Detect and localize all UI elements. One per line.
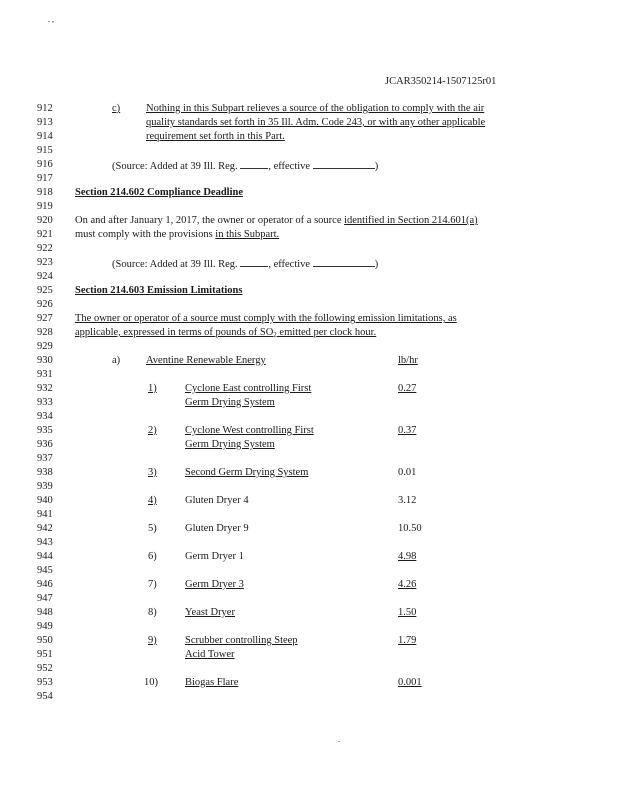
line-number: 933 [37, 397, 53, 408]
line-number: 920 [37, 215, 53, 226]
line-number: 944 [37, 551, 53, 562]
section-603-intro-text: applicable, expressed in terms of pounds of SO [75, 327, 274, 338]
line-number: 930 [37, 355, 53, 366]
row-number: 2) [148, 425, 157, 436]
row-source: Biogas Flare [185, 677, 239, 688]
row-value: 10.50 [398, 523, 422, 534]
blank-line [240, 159, 268, 169]
subscript-2: 2 [273, 331, 277, 339]
line-number: 924 [37, 271, 53, 282]
row-source: Cyclone West controlling First [185, 425, 314, 436]
item-c-label: c) [112, 103, 121, 114]
corner-marks: . , [48, 15, 54, 24]
line-number: 953 [37, 677, 53, 688]
row-value: 0.01 [398, 467, 417, 478]
line-number: 919 [37, 201, 53, 212]
line-number: 932 [37, 383, 53, 394]
line-number: 947 [37, 593, 53, 604]
section-602-body-underlined: in this Subpart. [215, 229, 280, 240]
row-source: Gluten Dryer 9 [185, 523, 249, 534]
row-source-cont: Germ Drying System [185, 439, 275, 450]
line-number: 928 [37, 327, 53, 338]
line-number: 914 [37, 131, 53, 142]
line-number: 950 [37, 635, 53, 646]
section-602-body-underlined: identified in Section 214.601(a) [344, 215, 478, 226]
row-source: Yeast Dryer [185, 607, 235, 618]
row-source-cont: Acid Tower [185, 649, 235, 660]
row-value: 4.26 [398, 579, 417, 590]
line-number: 934 [37, 411, 53, 422]
source-note-prefix: (Source: Added at 39 Ill. Reg. [112, 259, 241, 270]
row-number: 6) [148, 551, 157, 562]
source-note [112, 159, 378, 173]
document-id: JCAR350214-1507125r01 [385, 76, 497, 87]
row-number: 7) [148, 579, 157, 590]
section-602-body-text: must comply with the provisions [75, 229, 216, 240]
line-number: 918 [37, 187, 53, 198]
source-note-suffix: ) [374, 259, 379, 270]
line-number: 939 [37, 481, 53, 492]
section-603-intro-line1: The owner or operator of a source must comply with the following emission limitations, as [75, 313, 457, 324]
row-source: Gluten Dryer 4 [185, 495, 249, 506]
line-number: 916 [37, 159, 53, 170]
section-602-title: Section 214.602 Compliance Deadline [75, 187, 243, 198]
line-number: 954 [37, 691, 53, 702]
section-603-intro-text: emitted per clock hour. [276, 327, 377, 338]
row-value: 0.27 [398, 383, 417, 394]
line-number: 951 [37, 649, 53, 660]
row-number: 8) [148, 607, 157, 618]
row-number: 10) [144, 677, 158, 688]
row-number: 9) [148, 635, 157, 646]
line-number: 937 [37, 453, 53, 464]
row-value: 0.001 [398, 677, 422, 688]
source-note-effective: , effective [268, 259, 313, 270]
source-note [112, 257, 378, 271]
line-number: 946 [37, 579, 53, 590]
section-603-title: Section 214.603 Emission Limitations [75, 285, 243, 296]
line-number: 922 [37, 243, 53, 254]
line-number: 945 [37, 565, 53, 576]
line-number: 925 [37, 285, 53, 296]
source-note-effective: , effective [268, 161, 313, 172]
row-source-cont: Germ Drying System [185, 397, 275, 408]
row-number: 3) [148, 467, 157, 478]
row-source: Cyclone East controlling First [185, 383, 312, 394]
section-602-body-line1 [75, 215, 478, 227]
row-number: 5) [148, 523, 157, 534]
row-source: Second Germ Drying System [185, 467, 309, 478]
line-number: 952 [37, 663, 53, 674]
line-number: 912 [37, 103, 53, 114]
line-number: 923 [37, 257, 53, 268]
item-c-text-line2: quality standards set forth in 35 Ill. Adm. Code 243, or with any other applicable [146, 117, 486, 128]
item-c-text-line1: Nothing in this Subpart relieves a source of the obligation to comply with the air [146, 103, 485, 114]
item-c-text-line3: requirement set forth in this Part. [146, 131, 285, 142]
line-number: 931 [37, 369, 53, 380]
row-source: Germ Dryer 1 [185, 551, 244, 562]
blank-line [313, 257, 375, 267]
row-number: 1) [148, 383, 157, 394]
row-value: 4.98 [398, 551, 417, 562]
section-602-body-text: On and after January 1, 2017, the owner or operator of a source [75, 215, 345, 226]
line-number: 913 [37, 117, 53, 128]
source-note-suffix: ) [374, 161, 379, 172]
footer-mark: . [338, 735, 340, 744]
blank-line [240, 257, 268, 267]
section-602-body-line2 [75, 229, 279, 241]
blank-line [313, 159, 375, 169]
line-number: 927 [37, 313, 53, 324]
line-number: 940 [37, 495, 53, 506]
line-number: 948 [37, 607, 53, 618]
unit-header: lb/hr [398, 355, 418, 366]
line-number: 936 [37, 439, 53, 450]
section-603-intro-line2 [75, 327, 376, 339]
line-number: 943 [37, 537, 53, 548]
line-number: 942 [37, 523, 53, 534]
row-value: 0.37 [398, 425, 417, 436]
line-number: 941 [37, 509, 53, 520]
facility-name: Aventine Renewable Energy [146, 355, 266, 366]
row-source: Scrubber controlling Steep [185, 635, 298, 646]
source-note-prefix: (Source: Added at 39 Ill. Reg. [112, 161, 241, 172]
line-number: 935 [37, 425, 53, 436]
line-number: 938 [37, 467, 53, 478]
line-number: 929 [37, 341, 53, 352]
row-value: 1.79 [398, 635, 417, 646]
line-number: 949 [37, 621, 53, 632]
line-number: 921 [37, 229, 53, 240]
row-number: 4) [148, 495, 157, 506]
table-item-label: a) [112, 355, 121, 366]
row-value: 3.12 [398, 495, 417, 506]
row-source: Germ Dryer 3 [185, 579, 244, 590]
line-number: 926 [37, 299, 53, 310]
line-number: 917 [37, 173, 53, 184]
row-value: 1.50 [398, 607, 417, 618]
line-number: 915 [37, 145, 53, 156]
